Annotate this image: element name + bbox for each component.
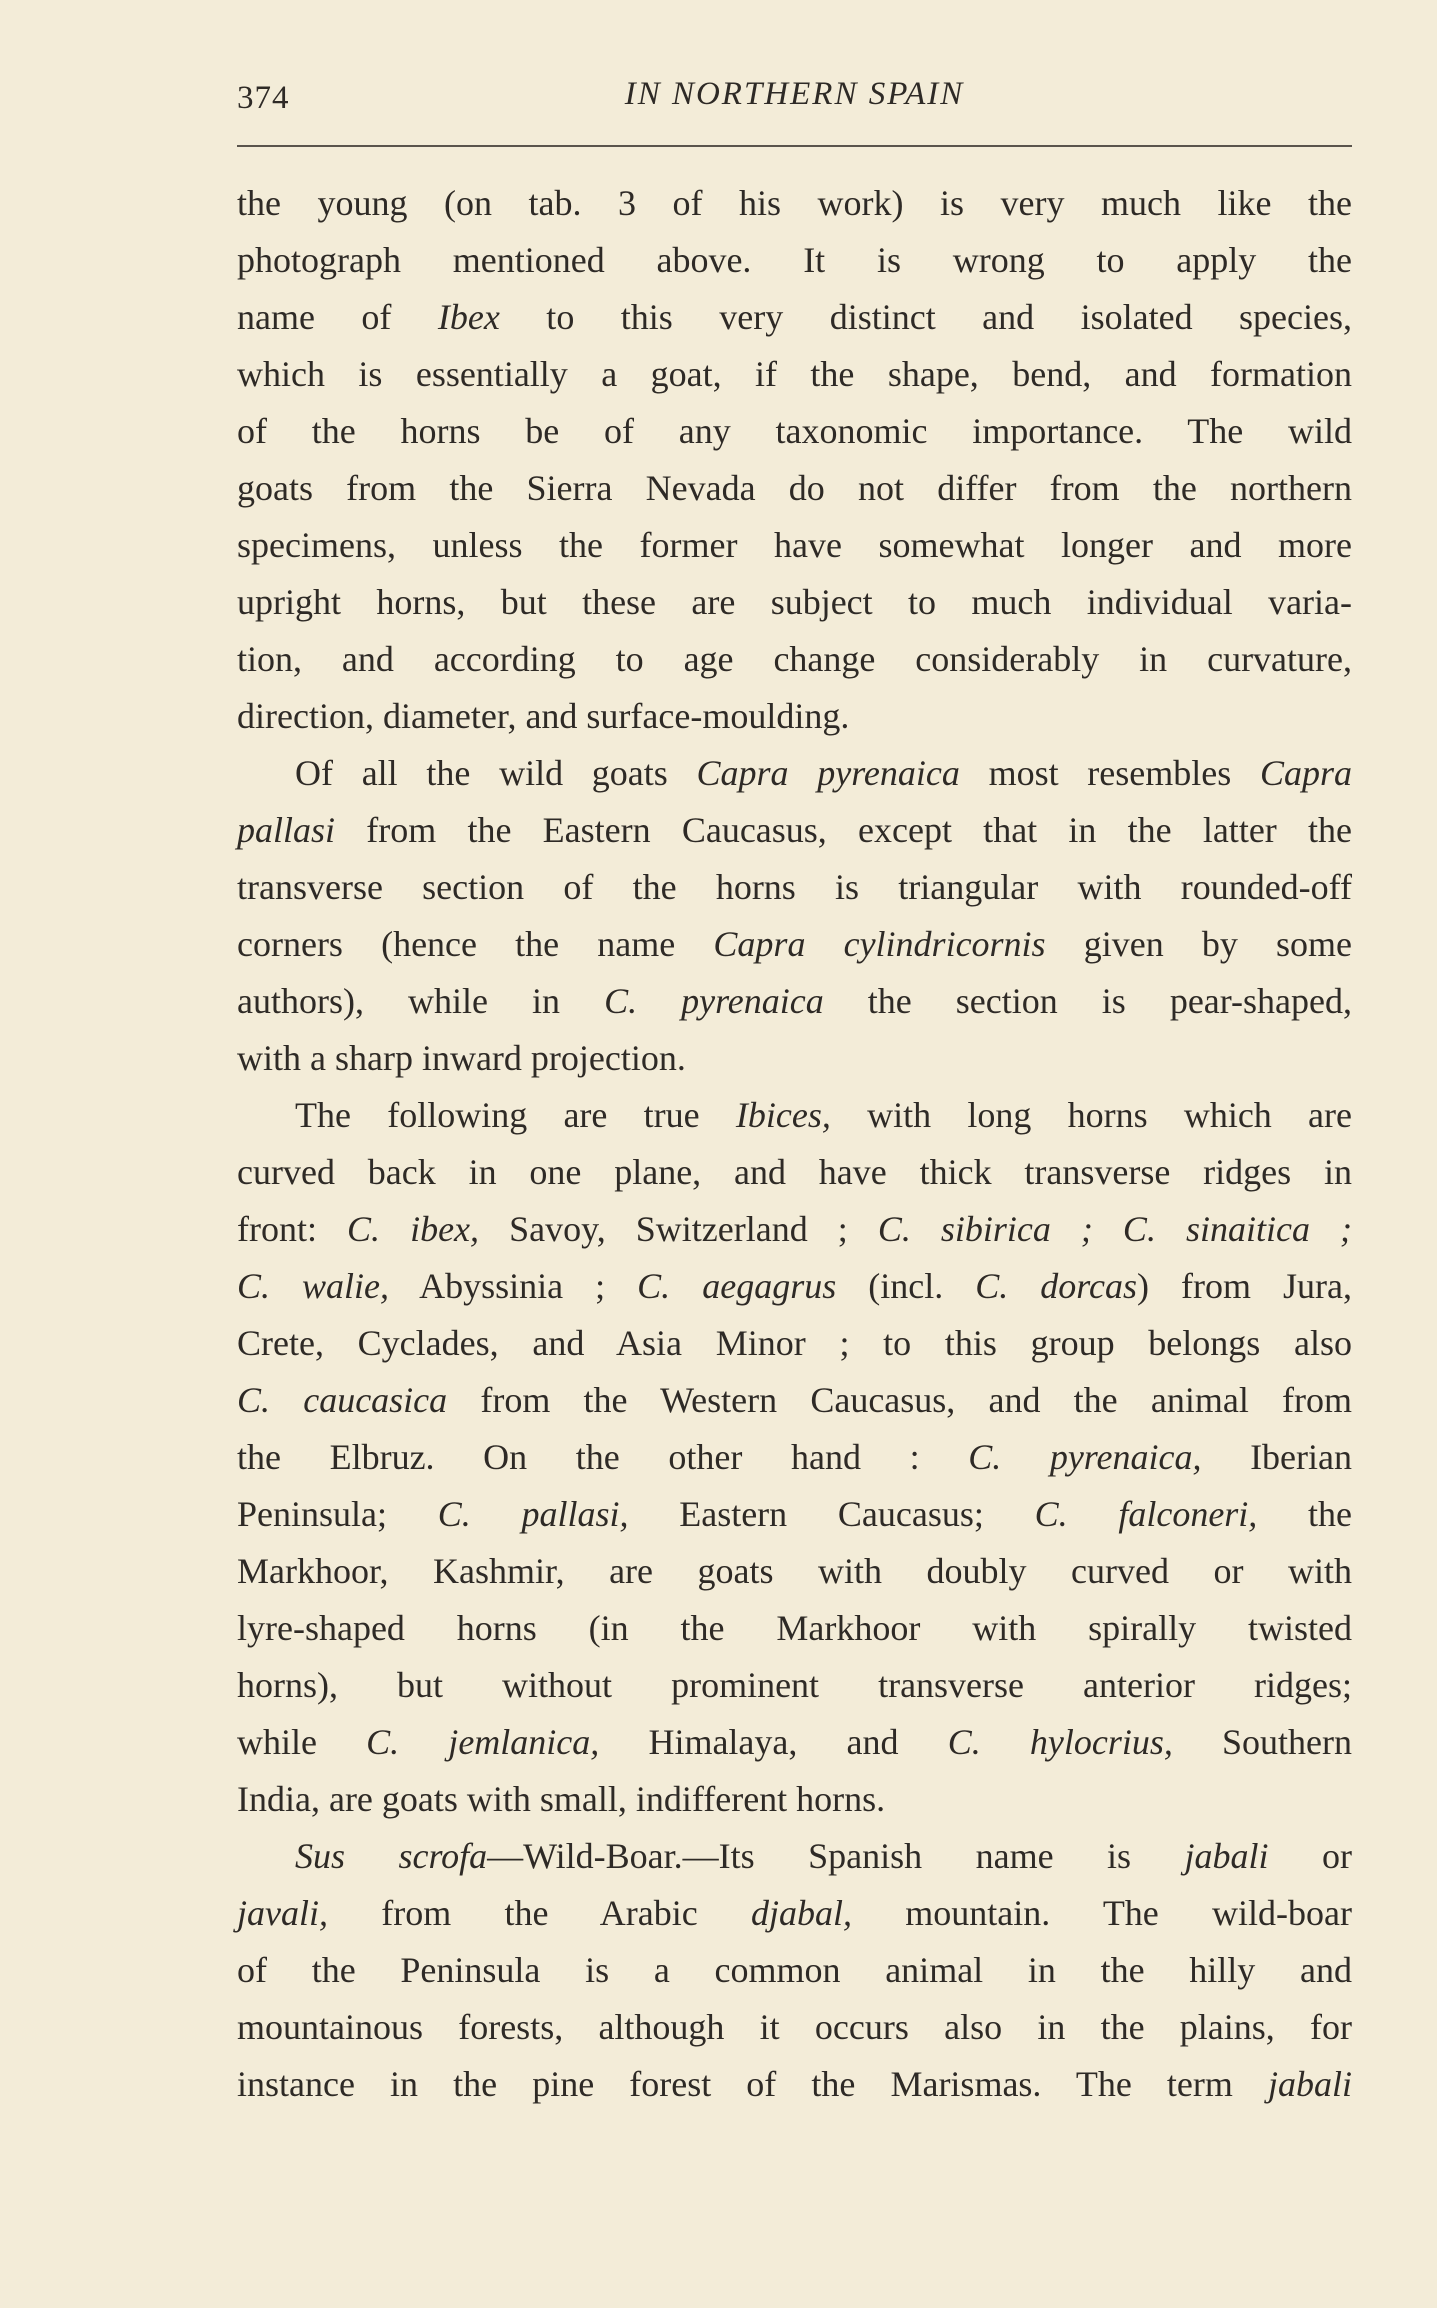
text-line bbox=[237, 859, 1352, 916]
text-span: corners (hence the name bbox=[237, 924, 714, 964]
text-line bbox=[237, 688, 1352, 745]
text-span: or bbox=[1268, 1836, 1352, 1876]
text-span: Crete, Cyclades, and Asia Minor ; to this group belongs also bbox=[237, 1323, 1352, 1363]
text-span: Himalaya, and bbox=[599, 1722, 948, 1762]
text-span: Markhoor, Kashmir, are goats with doubly curved or with bbox=[237, 1551, 1352, 1591]
text-span: curved back in one plane, and have thick transverse ridges in bbox=[237, 1152, 1352, 1192]
text-span: The following are true bbox=[295, 1095, 736, 1135]
text-span: while bbox=[237, 1722, 367, 1762]
italic-text: Capra bbox=[1259, 753, 1353, 793]
text-line bbox=[237, 1372, 1352, 1429]
text-line bbox=[237, 574, 1352, 631]
text-span: of the horns be of any taxonomic importance. The wild bbox=[237, 411, 1352, 451]
text-span: mountainous forests, although it occurs also in the plains, for bbox=[237, 2007, 1352, 2047]
italic-text: C. pallasi, bbox=[437, 1494, 629, 1534]
text-line bbox=[237, 1885, 1352, 1942]
text-line bbox=[237, 1486, 1352, 1543]
text-span: front: bbox=[237, 1209, 348, 1249]
text-span: the section is pear-shaped, bbox=[823, 981, 1352, 1021]
text-span: the young (on tab. 3 of his work) is very much like the bbox=[237, 183, 1352, 223]
text-line bbox=[237, 1201, 1352, 1258]
italic-text: C. aegagrus bbox=[637, 1266, 837, 1306]
text-line bbox=[237, 175, 1352, 232]
text-line bbox=[237, 1714, 1352, 1771]
italic-text: C. dorcas bbox=[975, 1266, 1137, 1306]
text-span: Savoy, Switzerland ; bbox=[479, 1209, 878, 1249]
text-span: —Wild-Boar.—Its Spanish name is bbox=[487, 1836, 1185, 1876]
page-header bbox=[237, 70, 1352, 120]
text-span: with long horns which are bbox=[830, 1095, 1353, 1135]
text-line bbox=[237, 2056, 1352, 2113]
text-line bbox=[237, 1600, 1352, 1657]
italic-text: Ibices, bbox=[735, 1095, 831, 1135]
text-span: instance in the pine forest of the Marismas. The term bbox=[237, 2064, 1268, 2104]
italic-text: C. falconeri, bbox=[1034, 1494, 1258, 1534]
text-span: upright horns, but these are subject to much individual varia- bbox=[237, 582, 1352, 622]
text-span: from the Western Caucasus, and the animal from bbox=[447, 1380, 1352, 1420]
text-line bbox=[237, 289, 1352, 346]
text-line bbox=[237, 1657, 1352, 1714]
text-line bbox=[237, 802, 1352, 859]
text-span: from the Eastern Caucasus, except that in the latter the bbox=[335, 810, 1352, 850]
italic-text: Sus scrofa bbox=[295, 1836, 488, 1876]
text-span: with a sharp inward projection. bbox=[237, 1038, 686, 1078]
text-span: the bbox=[1257, 1494, 1353, 1534]
text-line bbox=[237, 1828, 1352, 1885]
text-line bbox=[237, 631, 1352, 688]
text-span: tion, and according to age change considerably in curvature, bbox=[237, 639, 1352, 679]
text-span: name of bbox=[237, 297, 438, 337]
italic-text: Capra pyrenaica bbox=[696, 753, 960, 793]
page-number: 374 bbox=[237, 80, 290, 116]
italic-text: C. pyrenaica, bbox=[968, 1437, 1202, 1477]
italic-text: C. hylocrius, bbox=[947, 1722, 1173, 1762]
italic-text: Capra cylindricornis bbox=[713, 924, 1046, 964]
italic-text: C. caucasica bbox=[237, 1380, 448, 1420]
text-line bbox=[237, 1429, 1352, 1486]
italic-text: C. ibex, bbox=[347, 1209, 480, 1249]
text-span: the Elbruz. On the other hand : bbox=[237, 1437, 969, 1477]
italic-text: jabali bbox=[1267, 2064, 1352, 2104]
text-span: photograph mentioned above. It is wrong to apply the bbox=[237, 240, 1352, 280]
text-span: direction, diameter, and surface-moulding. bbox=[237, 696, 850, 736]
text-span: given by some bbox=[1045, 924, 1352, 964]
italic-text: pallasi bbox=[237, 810, 336, 850]
italic-text: jabali bbox=[1184, 1836, 1269, 1876]
text-line bbox=[237, 1942, 1352, 1999]
text-span: Peninsula; bbox=[237, 1494, 438, 1534]
text-line bbox=[237, 916, 1352, 973]
text-span: to this very distinct and isolated species, bbox=[499, 297, 1352, 337]
text-line bbox=[237, 1771, 1352, 1828]
text-line bbox=[237, 1543, 1352, 1600]
text-span: (incl. bbox=[836, 1266, 976, 1306]
running-head: IN NORTHERN SPAIN bbox=[624, 76, 965, 112]
text-span: mountain. The wild-boar bbox=[851, 1893, 1353, 1933]
text-line bbox=[237, 403, 1352, 460]
italic-text: C. walie, bbox=[237, 1266, 390, 1306]
text-span: Iberian bbox=[1201, 1437, 1353, 1477]
text-span: of the Peninsula is a common animal in the hilly and bbox=[237, 1950, 1352, 1990]
text-span: which is essentially a goat, if the shape, bend, and formation bbox=[237, 354, 1352, 394]
text-line bbox=[237, 1030, 1352, 1087]
body-text bbox=[237, 175, 1352, 2113]
italic-text: Ibex bbox=[437, 297, 500, 337]
italic-text: C. pyrenaica bbox=[604, 981, 824, 1021]
text-line bbox=[237, 460, 1352, 517]
text-line bbox=[237, 745, 1352, 802]
italic-text: C. jemlanica, bbox=[366, 1722, 600, 1762]
text-span: from the Arabic bbox=[327, 1893, 751, 1933]
text-span: India, are goats with small, indifferent horns. bbox=[237, 1779, 886, 1819]
text-line bbox=[237, 232, 1352, 289]
text-span: ) from Jura, bbox=[1136, 1266, 1352, 1306]
text-span: goats from the Sierra Nevada do not differ from the northern bbox=[237, 468, 1352, 508]
text-line bbox=[237, 517, 1352, 574]
text-span: lyre-shaped horns (in the Markhoor with spirally twisted bbox=[237, 1608, 1352, 1648]
text-line bbox=[237, 1999, 1352, 2056]
italic-text: djabal, bbox=[750, 1893, 852, 1933]
header-rule bbox=[237, 145, 1352, 147]
italic-text: javali, bbox=[237, 1893, 328, 1933]
text-span: horns), but without prominent transverse anterior ridges; bbox=[237, 1665, 1352, 1705]
text-line bbox=[237, 1144, 1352, 1201]
text-line bbox=[237, 346, 1352, 403]
text-line bbox=[237, 1087, 1352, 1144]
text-span: most resembles bbox=[959, 753, 1260, 793]
text-line bbox=[237, 973, 1352, 1030]
italic-text: C. sibirica ; C. sinaitica ; bbox=[877, 1209, 1352, 1249]
text-span: Abyssinia ; bbox=[389, 1266, 638, 1306]
text-span: Of all the wild goats bbox=[295, 753, 697, 793]
text-line bbox=[237, 1258, 1352, 1315]
text-line bbox=[237, 1315, 1352, 1372]
text-span: authors), while in bbox=[237, 981, 605, 1021]
text-span: transverse section of the horns is triangular with rounded-off bbox=[237, 867, 1352, 907]
text-span: specimens, unless the former have somewhat longer and more bbox=[237, 525, 1352, 565]
text-span: Southern bbox=[1172, 1722, 1352, 1762]
text-span: Eastern Caucasus; bbox=[628, 1494, 1035, 1534]
